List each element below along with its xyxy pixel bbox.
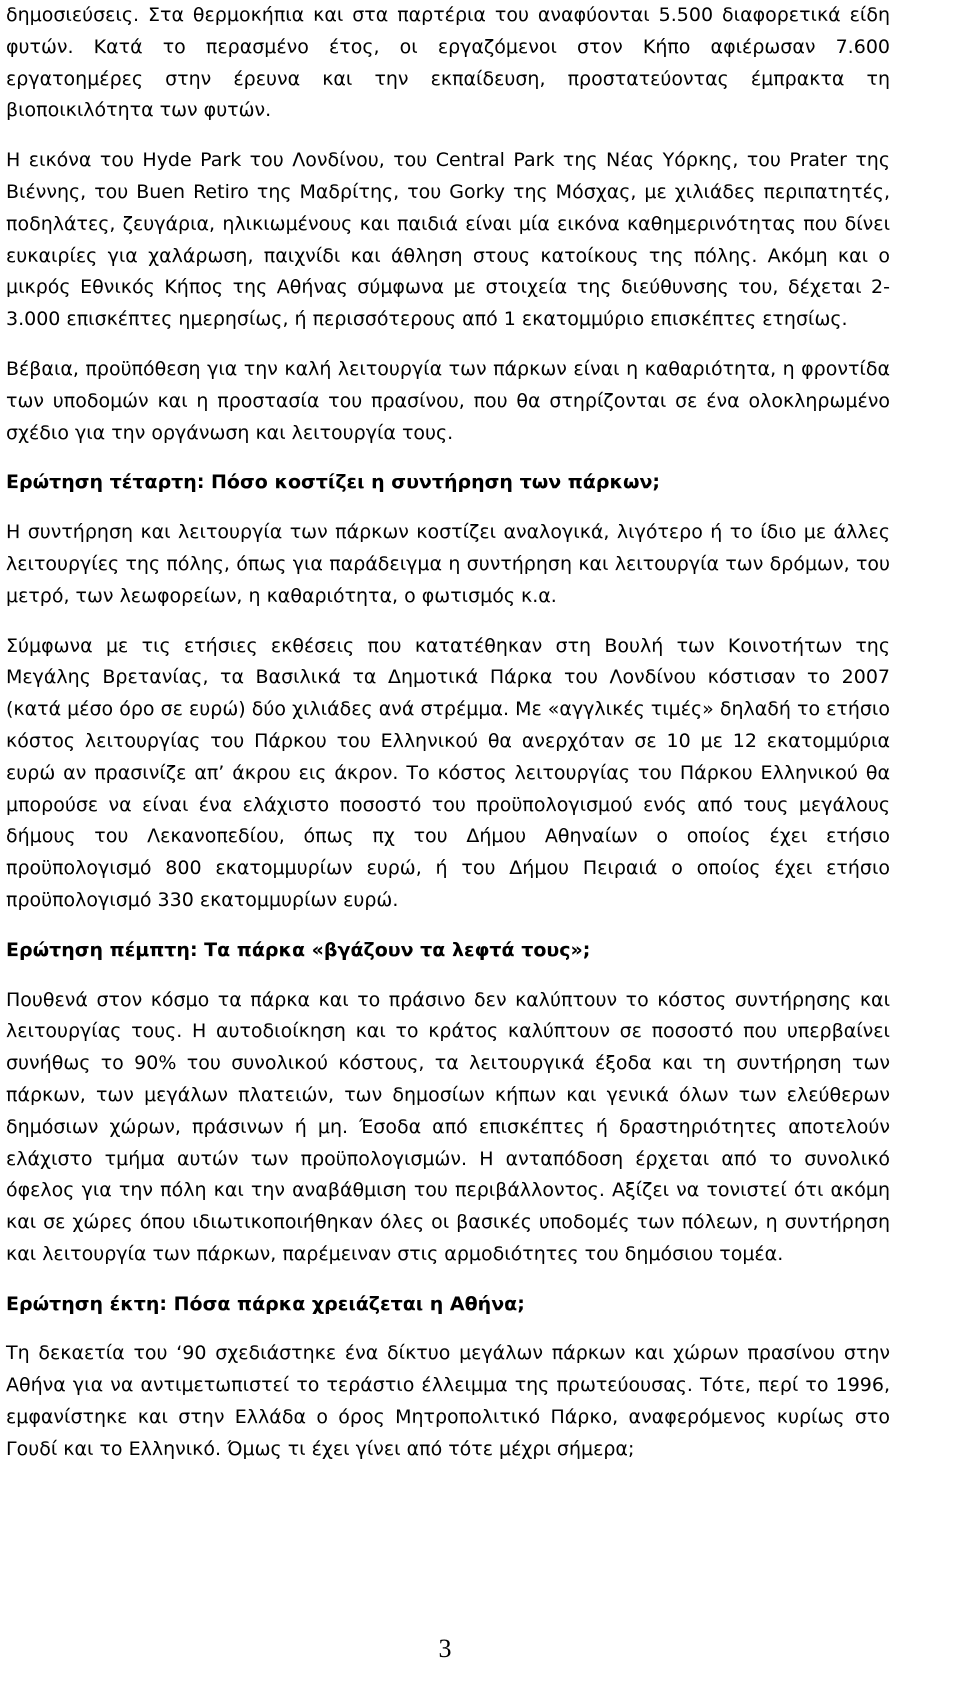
paragraph-london-parks-cost: Σύμφωνα με τις ετήσιες εκθέσεις που κατατέθηκαν στη Βουλή των Κοινοτήτων της Μεγάλης Βρετανίας, τα Βασιλικά τα Δημοτικά Πάρκα του Λονδίνου κόστισαν το 2007 (κατά μέσο όρο σε ευρώ) δύο χιλιάδες ανά στρέμμα. Με «αγγλικές τιμές» δηλαδή το ετήσιο κόστος λειτουργίας του Πάρκου του Ελληνικού θα ανερχόταν σε 10 με 12 εκατομμύρια ευρώ αν πρασινίζε απ’ άκρου εις άκρον. Το κόστος λειτουργίας του Πάρκου Ελληνικού θα μπορούσε να είναι ένα ελάχιστο ποσοστό του προϋπολογισμού ενός από τους μεγάλους δήμους του Λεκανοπεδίου, όπως πχ του Δήμου Αθηναίων ο οποίος έχει ετήσιο προϋπολογισμό 800 εκατομμυρίων ευρώ, ή του Δήμου Πειραιά ο οποίος έχει ετήσιο προϋπολογισμό 330 εκατομμυρίων ευρώ. [6,634,890,911]
paragraph-parks-revenue: Πουθενά στον κόσμο τα πάρκα και το πράσινο δεν καλύπτουν το κόστος συντήρησης και λειτουργίας τους. Η αυτοδιοίκηση και το κράτος καλύπτουν σε ποσοστό που υπερβαίνει συνήθως το 90% του συνολικού κόστους, τα λειτουργικά έξοδα και τη συντήρηση των πάρκων, των μεγάλων πλατειών, των δημοσίων κήπων και γενικά όλων των ελεύθερων δημόσιων χώρων, πράσινων ή μη. Έσοδα από επισκέπτες ή δραστηριότητες αποτελούν ελάχιστο τμήμα αυτών των προϋπολογισμών. Η ανταπόδοση έρχεται από το συνολικό όφελος για την πόλη και την αναβάθμιση του περιβάλλοντος. Αξίζει να τονιστεί ότι ακόμη και σε χώρες όπου ιδιωτικοποιήθηκαν όλες οι βασικές υποδομές των πόλεων, η συντήρηση και λειτουργία των πάρκων, παρέμειναν στις αρμοδιότητες του δημόσιου τομέα. [6,988,890,1265]
page-body [6,0,890,1466]
page-number: 3 [438,1634,452,1663]
heading-question-six: Ερώτηση έκτη: Πόσα πάρκα χρειάζεται η Αθήνα; [6,1292,525,1315]
paragraph-metropolitan-parks: Τη δεκαετία του ‘90 σχεδιάστηκε ένα δίκτυο μεγάλων πάρκων και χώρων πρασίνου στην Αθήνα για να αντιμετωπιστεί το τεράστιο έλλειμμα της πρωτεύουσας. Τότε, περί το 1996, εμφανίστηκε και στην Ελλάδα ο όρος Μητροπολιτικό Πάρκο, αναφερόμενος κυρίως στο Γουδί και το Ελληνικό. Όμως τι έχει γίνει από τότε μέχρι σήμερα; [6,1342,890,1460]
paragraph-intro-continuation: δημοσιεύσεις. Στα θερμοκήπια και στα παρτέρια του αναφύονται 5.500 διαφορετικά είδη φυτών. Κατά το περασμένο έτος, οι εργαζόμενοι στον Κήπο αφιέρωσαν 7.600 εργατοημέρες στην έρευνα και την εκπαίδευση, προστατεύοντας έμπρακτα τη βιοποικιλότητα των φυτών. [6,4,890,122]
paragraph-maintenance-cost: Η συντήρηση και λειτουργία των πάρκων κοστίζει αναλογικά, λιγότερο ή το ίδιο με άλλες λειτουργίες της πόλης, όπως για παράδειγμα η συντήρηση και λειτουργία των δρόμων, του μετρό, των λεωφορείων, η καθαριότητα, ο φωτισμός κ.α. [6,521,890,607]
heading-question-five: Ερώτηση πέμπτη: Τα πάρκα «βγάζουν τα λεφτά τους»; [6,938,591,961]
heading-question-four: Ερώτηση τέταρτη: Πόσο κοστίζει η συντήρηση των πάρκων; [6,471,661,494]
paragraph-parks-image: Η εικόνα του Hyde Park του Λονδίνου, του Central Park της Νέας Υόρκης, του Prater της Βιέννης, του Buen Retiro της Μαδρίτης, του Gorky της Μόσχας, με χιλιάδες περιπατητές, ποδηλάτες, ζευγάρια, ηλικιωμένους και παιδιά είναι μία εικόνα καθημερινότητας που δίνει ευκαιρίες για χαλάρωση, παιχνίδι και άθληση στους κατοίκους της πόλης. Ακόμη και ο μικρός Εθνικός Κήπος της Αθήνας σύμφωνα με στοιχεία της διεύθυνσης του, δέχεται 2-3.000 επισκέπτες ημερησίως, ή περισσότερους από 1 εκατομμύριο επισκέπτες ετησίως. [6,149,890,331]
paragraph-parks-maintenance-precondition: Βέβαια, προϋπόθεση για την καλή λειτουργία των πάρκων είναι η καθαριότητα, η φροντίδα των υποδομών και η προστασία του πρασίνου, που θα στηρίζονται σε ένα ολοκληρωμένο σχέδιο για την οργάνωση και λειτουργία τους. [6,357,890,444]
